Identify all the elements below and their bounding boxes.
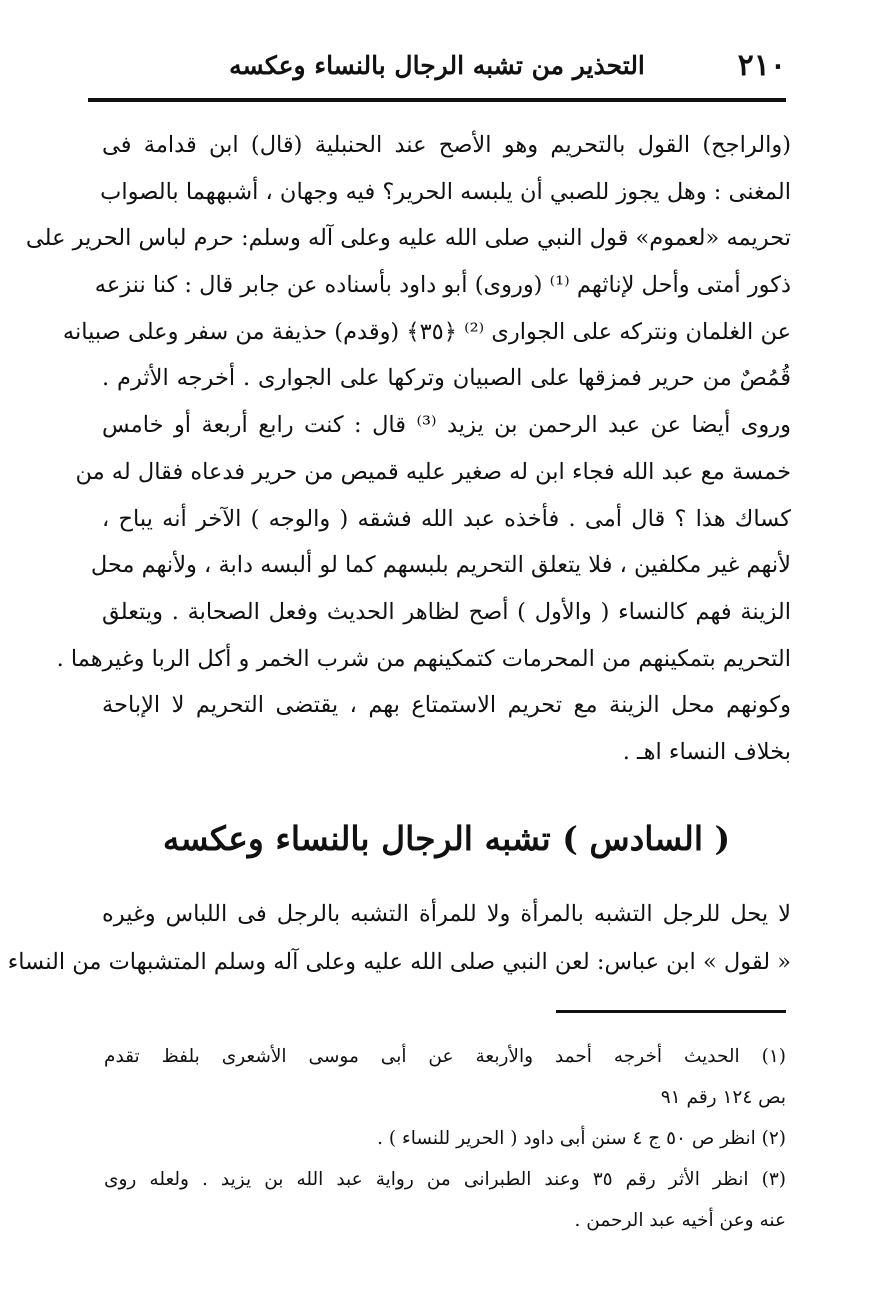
text-line: « لقول » ابن عباس: لعن النبي صلى الله عليه وعلى آله وسلم المتشبهات من النساء xyxy=(7,949,791,975)
page-number: ٢١٠ xyxy=(737,48,786,83)
text-line: التحريم بتمكينهم من المحرمات كتمكينهم من شرب الخمر و أكل الربا وغيرهما . xyxy=(56,645,791,672)
text-line: ذكور أمتى وأحل لإناثهم ⁽¹⁾ (وروى) أبو داود بأسناده عن جابر قال : كنا ننزعه xyxy=(94,272,791,299)
footnote-line: (٢) انظر ص ٥٠ ج ٤ سنن أبى داود ( الحرير للنساء ) . xyxy=(377,1128,786,1149)
running-title: التحذير من تشبه الرجال بالنساء وعكسه xyxy=(229,51,645,80)
text-line: بخلاف النساء اهـ . xyxy=(622,738,791,765)
text-line: لأنهم غير مكلفين ، فلا يتعلق التحريم بلبسهم كما لو ألبسه دابة ، ولأنهم محل xyxy=(90,552,791,579)
text-line: وروى أيضا عن عبد الرحمن بن يزيد ⁽³⁾ قال : كنت رابع أربعة أو خامس xyxy=(102,412,791,439)
text-line: لا يحل للرجل التشبه بالمرأة ولا للمرأة التشبه بالرجل فى اللباس وغيره xyxy=(102,901,791,927)
text-line: وكونهم محل الزينة مع تحريم الاستمتاع بهم ، يقتضى التحريم لا الإباحة xyxy=(102,692,791,719)
text-line: قُمُصٌ من حرير فمزقها على الصبيان وتركها على الجوارى . أخرجه الأثرم . xyxy=(102,365,791,392)
text-line: تحريمه «لعموم» قول النبي صلى الله عليه وعلى آله وسلم: حرم لباس الحرير على xyxy=(25,225,791,252)
page-header xyxy=(88,38,786,90)
text-line: الزينة فهم كالنساء ( والأول ) أصح لظاهر الحديث وفعل الصحابة . ويتعلق xyxy=(102,598,791,625)
text-line: (والراجح) القول بالتحريم وهو الأصح عند الحنبلية (قال) ابن قدامة فى xyxy=(102,132,791,158)
footnote-line: عنه وعن أخيه عبد الرحمن . xyxy=(574,1210,786,1231)
text-line: كساك هذا ؟ قال أمى . فأخذه عبد الله فشقه ( والوجه ) الآخر أنه يباح ، xyxy=(102,505,791,532)
text-line: عن الغلمان ونتركه على الجوارى ⁽²⁾ ﴿٣٥﴾ (وقدم) حذيفة من سفر وعلى صبيانه xyxy=(62,318,791,345)
text-line: خمسة مع عبد الله فجاء ابن له صغير عليه قميص من حرير فدعاه فقال له من xyxy=(75,458,791,485)
main-text xyxy=(25,122,791,776)
footnote-rule xyxy=(556,1010,786,1013)
footnote-line: (٣) انظر الأثر رقم ٣٥ وعند الطبرانى من رواية عبد الله بن يزيد . ولعله روى xyxy=(104,1169,786,1190)
section-text xyxy=(7,890,791,986)
footnote-line: بص ١٢٤ رقم ٩١ xyxy=(660,1087,786,1108)
footnote-line: (١) الحديث أخرجه أحمد والأربعة عن أبى موسى الأشعرى بلفظ تقدم xyxy=(104,1046,786,1067)
section-heading: ( السادس ) تشبه الرجال بالنساء وعكسه xyxy=(162,819,731,858)
header-rule xyxy=(88,98,786,102)
footnotes xyxy=(104,1036,786,1241)
text-line: المغنى : وهل يجوز للصبي أن يلبسه الحرير؟ فيه وجهان ، أشبههما بالصواب xyxy=(100,178,791,205)
